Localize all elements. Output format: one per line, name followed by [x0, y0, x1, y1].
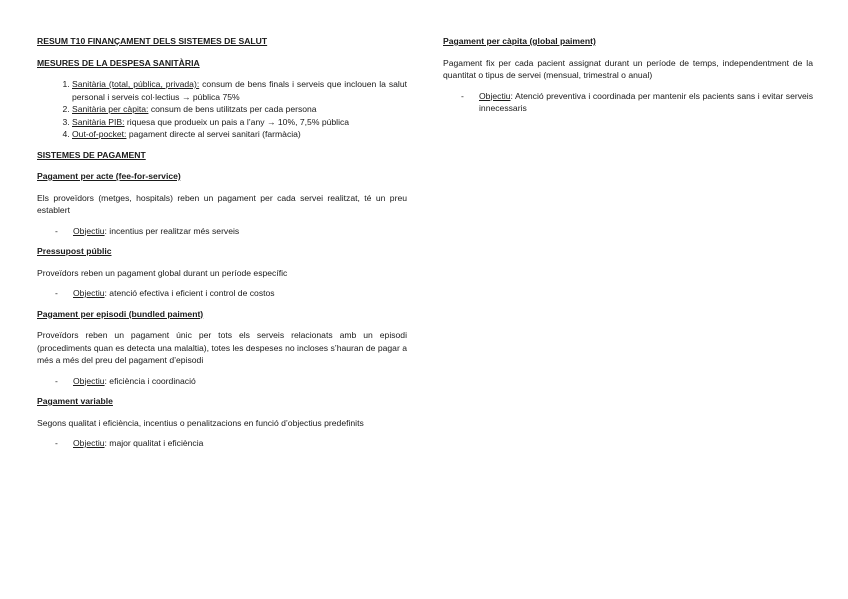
objective-bullet [37, 225, 407, 238]
measure-term: Sanitària PIB: [72, 116, 125, 127]
dash-bullet-icon: - [461, 90, 464, 101]
payment-systems-heading: SISTEMES DE PAGAMENT [37, 149, 146, 160]
list-item [72, 78, 407, 103]
measure-text: pagament directe al servei sanitari (farmàcia) [126, 129, 301, 139]
dash-bullet-icon: - [55, 225, 58, 236]
objective-label: Objectiu [479, 90, 511, 101]
objective-label: Objectiu [73, 225, 105, 236]
section-heading: Pagament per acte (fee-for-service) [37, 171, 181, 181]
dash-bullet-icon: - [55, 438, 58, 448]
objective-bullet [37, 375, 407, 388]
measures-list [37, 78, 407, 141]
section-heading: Pagament per episodi (bundled paiment) [37, 308, 204, 319]
objective-text: : incentius per realitzar més serveis [104, 225, 240, 236]
objective-label: Objectiu [73, 438, 105, 448]
section-heading: Pagament variable [37, 396, 113, 406]
objective-text: : atenció efectiva i eficient i control de costos [104, 288, 275, 298]
section-text: Proveïdors reben un pagament global durant un període específic [37, 267, 288, 278]
right-column [443, 35, 813, 123]
measure-term: Sanitària per càpita: [72, 104, 149, 114]
dash-bullet-icon: - [55, 288, 58, 298]
objective-label: Objectiu [73, 288, 105, 298]
document-title: RESUM T10 FINANÇAMENT DELS SISTEMES DE SALUT [37, 36, 268, 46]
objective-bullet [443, 90, 813, 115]
objective-text: : eficiència i coordinació [104, 375, 196, 386]
list-item [72, 103, 407, 116]
measures-heading: MESURES DE LA DESPESA SANITÀRIA [37, 57, 200, 68]
section-text: Els proveïdors (metges, hospitals) reben un pagament per cada servei realitzat, té un preu establert [37, 192, 407, 215]
measure-text: riquesa que produeix un pais a l’any → 10%, 7,5% pública [124, 116, 350, 127]
objective-bullet [37, 437, 407, 450]
measure-text: consum de bens utilitzats per cada persona [148, 104, 317, 114]
left-column [37, 35, 407, 458]
objective-bullet [37, 287, 407, 300]
list-item [72, 116, 407, 129]
objective-text: : major qualitat i eficiència [104, 438, 204, 448]
objective-label: Objectiu [73, 375, 105, 386]
section-text: Pagament fix per cada pacient assignat durant un període de temps, independentment de la quantitat o tipus de servei (mensual, trimestral o anual) [443, 57, 813, 80]
section-heading: Pagament per càpita (global paiment) [443, 36, 596, 46]
measure-text: consum de bens finals i serveis que inclouen la salut personal i serveis col·lectius → pública 75% [72, 79, 407, 102]
section-heading: Pressupost públic [37, 246, 112, 256]
section-text: Proveïdors reben un pagament únic per tots els serveis relacionats amb un episodi (procediments quan es detecta una malaltia), totes les despeses no incloses s’hauran de pagar a més a més del preu del pagament d’episodi [37, 330, 407, 365]
measure-term: Out-of-pocket: [72, 129, 127, 139]
measure-term: Sanitària (total, pública, privada): [72, 79, 200, 89]
objective-text: : Atenció preventiva i coordinada per mantenir els pacients sans i evitar serveis innecessaris [479, 90, 813, 113]
section-text: Segons qualitat i eficiència, incentius o penalitzacions en funció d’objectius predefinits [37, 417, 364, 428]
list-item [72, 128, 407, 141]
dash-bullet-icon: - [55, 375, 58, 386]
